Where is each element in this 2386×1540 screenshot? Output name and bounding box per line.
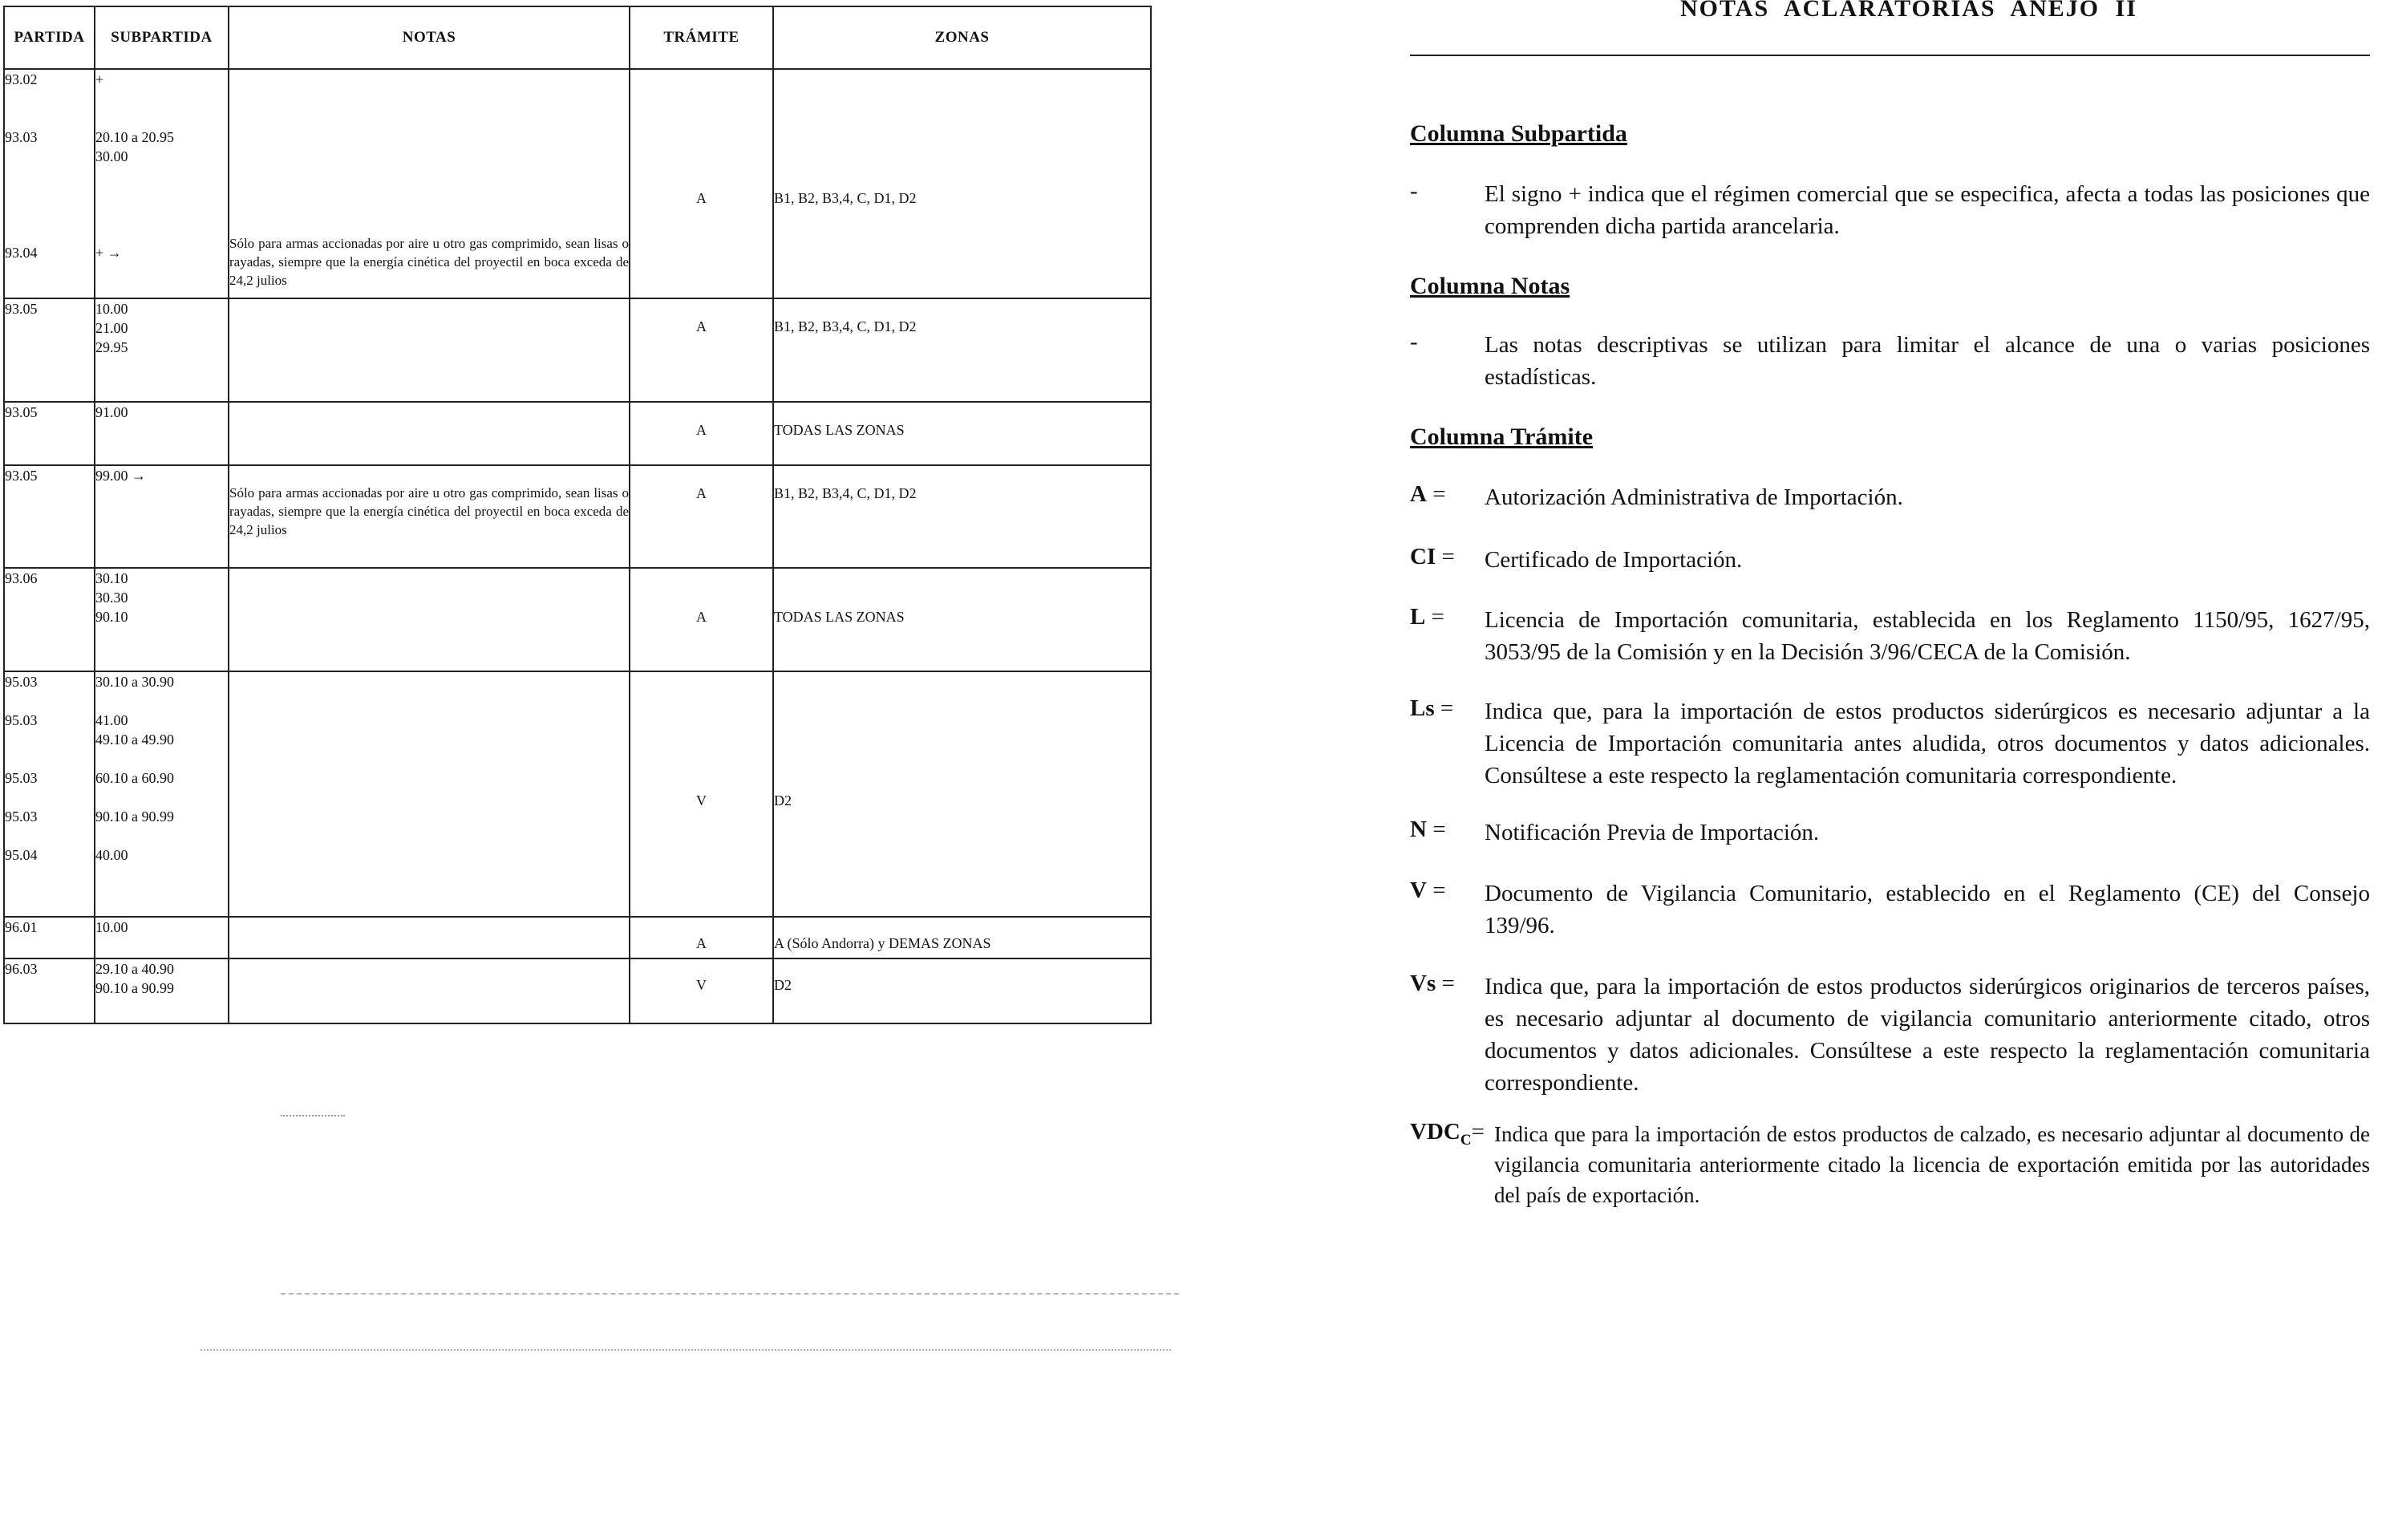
tramite-key-subscript: C xyxy=(1460,1131,1472,1149)
tramite-definition: Autorización Administrativa de Importación. xyxy=(1485,484,1903,510)
tramite-cell xyxy=(630,671,773,917)
zonas-value: D2 xyxy=(774,792,792,808)
zonas-cell xyxy=(773,958,1151,1023)
tramite-key-code: Ls xyxy=(1410,695,1435,721)
partida-code xyxy=(5,691,94,711)
tramite-code: A xyxy=(696,484,707,501)
partida-cell xyxy=(4,69,95,298)
tramite-key-equals: = xyxy=(1436,544,1455,569)
partida-cell xyxy=(4,671,95,917)
tramite-definition: Indica que para la importación de estos productos de calzado, es necesario adjuntar al documento de vigilancia comunitaria anteriormente citado la licencia de exportación emitida por las autoridades del país de exportación. xyxy=(1494,1122,2370,1207)
tramite-key xyxy=(1410,604,1444,630)
tramite-key-equals: = xyxy=(1426,817,1446,842)
zonas-cell xyxy=(773,298,1151,402)
partida-cell xyxy=(4,568,95,671)
subpartida-cell xyxy=(95,69,229,298)
tramite-key xyxy=(1410,971,1455,997)
subpartida-code xyxy=(95,691,228,711)
partida-cell xyxy=(4,958,95,1023)
tramite-key-equals: = xyxy=(1471,1119,1485,1145)
zonas-value: B1, B2, B3,4, C, D1, D2 xyxy=(774,190,917,206)
subpartida-code: 40.00 xyxy=(95,846,128,863)
tramite-cell xyxy=(630,917,773,958)
subpartida-code: 60.10 a 60.90 xyxy=(95,769,174,786)
subpartida-code: 10.00 xyxy=(95,300,128,317)
tramite-cell xyxy=(630,402,773,465)
subpartida-code: 90.10 a 90.99 xyxy=(95,808,174,825)
notas-cell xyxy=(229,917,630,958)
subpartida-cell xyxy=(95,958,229,1023)
tramite-definition: Documento de Vigilancia Comunitario, establecido en el Reglamento (CE) del Consejo 139/96. xyxy=(1485,881,2370,938)
tramite-key xyxy=(1410,817,1446,843)
tramite-key-equals: = xyxy=(1434,695,1454,721)
section-heading-tramite: Columna Trámite xyxy=(1410,424,1594,450)
zonas-cell xyxy=(773,671,1151,917)
subpartida-code: 10.00 xyxy=(95,918,128,935)
scan-noise xyxy=(201,1349,1171,1351)
notas-cell xyxy=(229,465,630,568)
subpartida-code: 21.00 xyxy=(95,319,128,336)
subpartida-code: 30.10 xyxy=(95,569,128,586)
tramite-cell xyxy=(630,298,773,402)
tramite-key xyxy=(1410,1119,1485,1149)
subpartida-code: 91.00 xyxy=(95,403,128,420)
partida-code: 95.04 xyxy=(5,846,38,863)
subpartida-cell xyxy=(95,465,229,568)
notas-cell xyxy=(229,958,630,1023)
subpartida-code: 30.00 xyxy=(95,148,128,164)
tramite-definition: Indica que, para la importación de estos productos siderúrgicos es necesario adjuntar a la Licencia de Importación comunitaria antes aludida, otros documentos y datos adicionales. Consúltese a este respecto la reglamentación comunitaria correspondiente. xyxy=(1485,699,2370,788)
partida-code: 93.05 xyxy=(5,467,38,484)
scan-noise xyxy=(281,1293,1179,1295)
tramite-key-code: V xyxy=(1410,877,1427,903)
tramite-code: V xyxy=(696,977,707,994)
partida-code xyxy=(5,185,94,205)
partida-code: 93.02 xyxy=(5,71,38,87)
tramite-definition: Indica que, para la importación de estos productos siderúrgicos originarios de terceros países, es necesario adjuntar al documento de vigilancia comunitario anteriormente citado, otros documentos y datos adicionales. Consúltese a este respecto la reglamentación comunitaria correspondiente. xyxy=(1485,974,2370,1096)
tramite-key-code: Vs xyxy=(1410,971,1436,996)
subpartida-code xyxy=(95,205,228,224)
partida-cell xyxy=(4,298,95,402)
notas-cell xyxy=(229,402,630,465)
zonas-value: A (Sólo Andorra) y DEMAS ZONAS xyxy=(774,934,991,951)
partida-code: 95.03 xyxy=(5,808,38,825)
partida-code: 93.05 xyxy=(5,300,38,317)
header-notas: NOTAS xyxy=(229,6,630,69)
notas-cell xyxy=(229,671,630,917)
table-header-row xyxy=(4,6,1151,69)
zonas-value: B1, B2, B3,4, C, D1, D2 xyxy=(774,484,917,501)
zonas-cell xyxy=(773,917,1151,958)
partida-cell xyxy=(4,402,95,465)
tramite-key xyxy=(1410,544,1455,570)
subpartida-code: 99.00 → xyxy=(95,467,146,484)
partida-cell xyxy=(4,465,95,568)
tramite-key xyxy=(1410,877,1446,904)
zonas-cell xyxy=(773,69,1151,298)
table-row xyxy=(4,298,1151,402)
bullet-dash: - xyxy=(1410,178,1418,204)
header-tramite: TRÁMITE xyxy=(630,6,773,69)
tramite-definition: Licencia de Importación comunitaria, establecida en los Reglamento 1150/95, 1627/95, 3053/95 de la Comisión y en la Decisión 3/96/CECA de la Comisión. xyxy=(1485,607,2370,665)
partida-code: 93.03 xyxy=(5,129,38,145)
subpartida-code xyxy=(95,89,228,108)
partida-code xyxy=(5,108,94,128)
partida-code xyxy=(5,749,94,768)
tramite-key-equals: = xyxy=(1425,604,1444,630)
tramite-key-equals: = xyxy=(1426,877,1446,903)
table-row xyxy=(4,671,1151,917)
partida-code: 93.06 xyxy=(5,569,38,586)
tramite-cell xyxy=(630,69,773,298)
notas-cell xyxy=(229,69,630,298)
tramite-code: A xyxy=(696,190,707,206)
header-partida: PARTIDA xyxy=(4,6,95,69)
subpartida-code: 20.10 a 20.95 xyxy=(95,129,174,145)
subpartida-code xyxy=(95,788,228,807)
scan-noise xyxy=(281,1115,345,1116)
table-row xyxy=(4,958,1151,1023)
subpartida-code: 49.10 a 49.90 xyxy=(95,731,174,748)
partida-code: 93.05 xyxy=(5,403,38,420)
subpartida-code: 29.10 a 40.90 xyxy=(95,961,174,978)
subpartida-code: + xyxy=(95,71,104,87)
tramite-code: A xyxy=(696,318,707,334)
notas-cell xyxy=(229,568,630,671)
tramite-code: A xyxy=(696,934,707,951)
tramite-key-equals: = xyxy=(1426,481,1446,507)
tramite-key-code: N xyxy=(1410,817,1427,842)
table-row xyxy=(4,402,1151,465)
partida-code: 95.03 xyxy=(5,769,38,786)
tramite-cell xyxy=(630,958,773,1023)
table-row xyxy=(4,465,1151,568)
tramite-cell xyxy=(630,568,773,671)
partida-cell xyxy=(4,917,95,958)
zonas-cell xyxy=(773,465,1151,568)
partida-code: 95.03 xyxy=(5,711,38,728)
subpartida-cell xyxy=(95,402,229,465)
tramite-code: A xyxy=(696,608,707,625)
partida-code xyxy=(5,166,94,185)
table-row xyxy=(4,568,1151,671)
nota-text: Sólo para armas accionadas por aire u otro gas comprimido, sean lisas o rayadas, siempre que la energía cinética del proyectil en boca exceda de 24,2 julios xyxy=(229,236,629,288)
subpartida-code xyxy=(95,166,228,185)
tramite-cell xyxy=(630,465,773,568)
partida-code: 93.04 xyxy=(5,245,38,261)
tramite-key xyxy=(1410,481,1446,508)
partida-code xyxy=(5,730,94,749)
notas-cell xyxy=(229,298,630,402)
subpartida-cell xyxy=(95,298,229,402)
zonas-cell xyxy=(773,402,1151,465)
partida-code xyxy=(5,89,94,108)
partida-code xyxy=(5,826,94,845)
partida-code xyxy=(5,224,94,243)
subpartida-code xyxy=(95,224,228,243)
partida-code: 96.03 xyxy=(5,961,38,978)
zonas-value: TODAS LAS ZONAS xyxy=(774,608,905,625)
notas-note: Las notas descriptivas se utilizan para limitar el alcance de una o varias posiciones estadísticas. xyxy=(1485,332,2370,390)
tramite-key-code: CI xyxy=(1410,544,1436,569)
subpartida-code xyxy=(95,749,228,768)
subpartida-code: 30.10 a 30.90 xyxy=(95,673,174,690)
tramite-definition: Certificado de Importación. xyxy=(1485,547,1743,573)
partida-code: 95.03 xyxy=(5,673,38,690)
header-zonas: ZONAS xyxy=(773,6,1151,69)
tramite-key-equals: = xyxy=(1436,971,1455,996)
zonas-value: D2 xyxy=(774,977,792,994)
title-divider xyxy=(1410,55,2370,56)
nota-text: Sólo para armas accionadas por aire u otro gas comprimido, sean lisas o rayadas, siempre que la energía cinética del proyectil en boca exceda de 24,2 julios xyxy=(229,484,629,537)
tramite-code: A xyxy=(696,421,707,438)
subpartida-cell xyxy=(95,671,229,917)
partida-code xyxy=(5,788,94,807)
partida-code xyxy=(5,205,94,224)
subpartida-code: 90.10 xyxy=(95,608,128,625)
tramite-key xyxy=(1410,695,1453,722)
subpartida-code: 30.30 xyxy=(95,589,128,606)
partida-code: 96.01 xyxy=(5,918,38,935)
table-row xyxy=(4,917,1151,958)
header-subpartida: SUBPARTIDA xyxy=(95,6,229,69)
tramite-key-code: L xyxy=(1410,604,1426,630)
trade-regime-table xyxy=(3,6,1152,1024)
subpartida-code xyxy=(95,826,228,845)
subpartida-cell xyxy=(95,917,229,958)
tramite-key-code: A xyxy=(1410,481,1427,507)
subpartida-code: 41.00 xyxy=(95,711,128,728)
notes-title: NOTAS ACLARATORIAS ANEJO II xyxy=(1680,0,2137,22)
subpartida-note: El signo + indica que el régimen comercial que se especifica, afecta a todas las posiciones que comprenden dicha partida arancelaria. xyxy=(1485,181,2370,239)
partida-code xyxy=(5,147,94,166)
subpartida-code: 90.10 a 90.99 xyxy=(95,980,174,997)
subpartida-code xyxy=(95,185,228,205)
zonas-value: TODAS LAS ZONAS xyxy=(774,421,905,438)
tramite-key-code: VDC xyxy=(1410,1119,1460,1145)
subpartida-cell xyxy=(95,568,229,671)
subpartida-code xyxy=(95,108,228,128)
subpartida-code: + → xyxy=(95,245,122,261)
tramite-code: V xyxy=(696,792,707,808)
bullet-dash: - xyxy=(1410,329,1418,355)
table-row xyxy=(4,69,1151,298)
tramite-definition: Notificación Previa de Importación. xyxy=(1485,820,1820,845)
subpartida-code: 29.95 xyxy=(95,338,128,355)
section-heading-notas: Columna Notas xyxy=(1410,273,1570,299)
zonas-value: B1, B2, B3,4, C, D1, D2 xyxy=(774,318,917,334)
zonas-cell xyxy=(773,568,1151,671)
section-heading-subpartida: Columna Subpartida xyxy=(1410,120,1627,147)
